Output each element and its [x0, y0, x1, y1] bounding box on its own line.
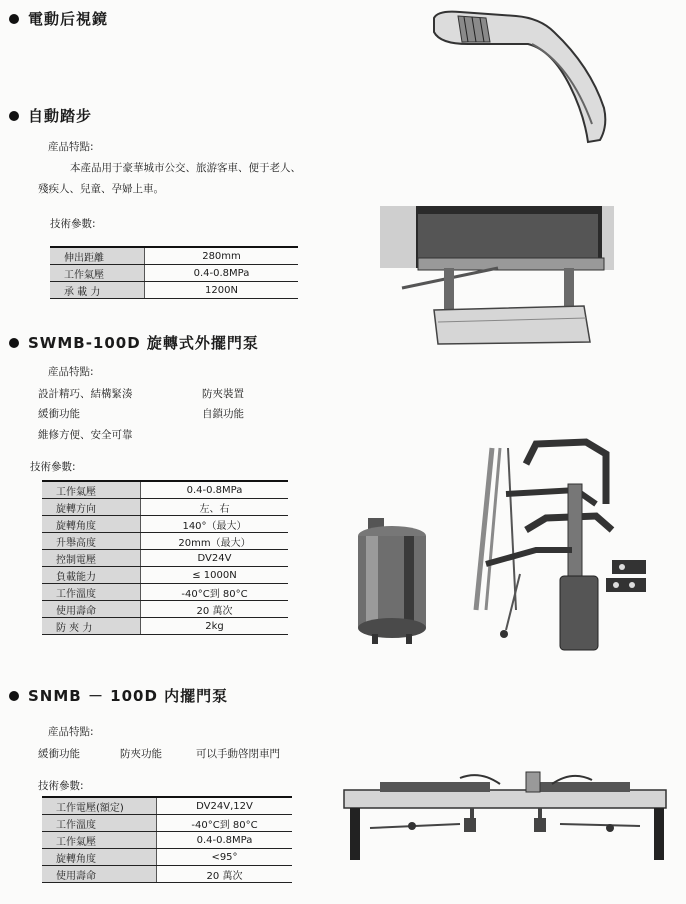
spec-key: 伸出距離: [50, 247, 145, 265]
spec-value: 0.4-0.8MPa: [141, 481, 289, 499]
cylinder-image: [352, 516, 432, 646]
spec-value: 2kg: [141, 618, 289, 635]
spec-value: 140°（最大）: [141, 516, 289, 533]
spec-key: 升舉高度: [42, 533, 141, 550]
section-bullet: [9, 111, 19, 121]
spec-table-swmb: [42, 480, 288, 635]
section-title-swmb: SWMB-100D 旋轉式外擺門泵: [28, 334, 259, 352]
features-label: 産品特點:: [48, 141, 94, 153]
spec-key: 防 夾 力: [42, 618, 141, 635]
spec-key: 工作氣壓: [42, 832, 157, 849]
spec-label: 技術參數:: [50, 218, 96, 230]
section-title-snmb: SNMB － 100D 内擺門泵: [28, 687, 229, 705]
spec-table-step: [50, 246, 298, 299]
spec-value: 0.4-0.8MPa: [157, 832, 293, 849]
feature-line: 可以手動啓閉車門: [196, 748, 280, 760]
table-row: [50, 282, 298, 299]
table-row: [42, 797, 292, 815]
feature-line: 設計精巧、結構緊湊: [38, 388, 133, 400]
inner-door-pump-image: [340, 768, 672, 864]
spec-key: 旋轉角度: [42, 849, 157, 866]
spec-key: 工作溫度: [42, 584, 141, 601]
table-row: [42, 567, 288, 584]
feature-line: 緩衝功能: [38, 748, 80, 760]
spec-value: 左、右: [141, 499, 289, 516]
spec-value: ≤ 1000N: [141, 567, 289, 584]
spec-value: DV24V,12V: [157, 797, 293, 815]
spec-key: 承 載 力: [50, 282, 145, 299]
spec-key: 旋轉角度: [42, 516, 141, 533]
spec-key: 旋轉方向: [42, 499, 141, 516]
section-bullet: [9, 14, 19, 24]
spec-value: 20 萬次: [141, 601, 289, 618]
spec-key: 工作氣壓: [50, 265, 145, 282]
section-bullet: [9, 338, 19, 348]
table-row: [42, 849, 292, 866]
table-row: [42, 832, 292, 849]
spec-value: 280mm: [145, 247, 299, 265]
feature-line: 本產品用于豪華城市公交、旅游客車、便于老人、: [70, 162, 301, 174]
table-row: [42, 618, 288, 635]
feature-line: 維修方便、安全可靠: [38, 429, 133, 441]
feature-line: 防夾裝置: [202, 388, 244, 400]
spec-value: 0.4-0.8MPa: [145, 265, 299, 282]
table-row: [42, 533, 288, 550]
spec-value: 20 萬次: [157, 866, 293, 883]
spec-key: 工作電壓(額定): [42, 797, 157, 815]
features-label: 産品特點:: [48, 366, 94, 378]
feature-line: 自鎖功能: [202, 408, 244, 420]
spec-key: 工作溫度: [42, 815, 157, 832]
step-image: [378, 204, 618, 348]
feature-line: 緩衝功能: [38, 408, 80, 420]
table-row: [50, 265, 298, 282]
features-label: 産品特點:: [48, 726, 94, 738]
swing-arm-image: [466, 434, 662, 656]
spec-value: -40°C到 80°C: [157, 815, 293, 832]
table-row: [42, 481, 288, 499]
spec-key: 工作氣壓: [42, 481, 141, 499]
spec-label: 技術參數:: [30, 461, 76, 473]
spec-table-snmb: [42, 796, 292, 883]
spec-key: 使用壽命: [42, 866, 157, 883]
section-title-mirror: 電動后視鏡: [28, 10, 109, 28]
table-row: [42, 550, 288, 567]
mirror-image: [420, 4, 620, 149]
spec-value: -40°C到 80°C: [141, 584, 289, 601]
table-row: [42, 516, 288, 533]
table-row: [42, 601, 288, 618]
spec-label: 技術參數:: [38, 780, 84, 792]
spec-value: DV24V: [141, 550, 289, 567]
spec-key: 控制電壓: [42, 550, 141, 567]
feature-line: 殘疾人、兒童、孕婦上車。: [38, 183, 164, 195]
spec-value: <95°: [157, 849, 293, 866]
table-row: [42, 499, 288, 516]
spec-key: 負載能力: [42, 567, 141, 584]
section-title-step: 自動踏步: [28, 107, 93, 125]
table-row: [42, 866, 292, 883]
spec-key: 使用壽命: [42, 601, 141, 618]
table-row: [42, 815, 292, 832]
table-row: [42, 584, 288, 601]
spec-value: 20mm（最大）: [141, 533, 289, 550]
table-row: [50, 247, 298, 265]
feature-line: 防夾功能: [120, 748, 162, 760]
spec-value: 1200N: [145, 282, 299, 299]
section-bullet: [9, 691, 19, 701]
